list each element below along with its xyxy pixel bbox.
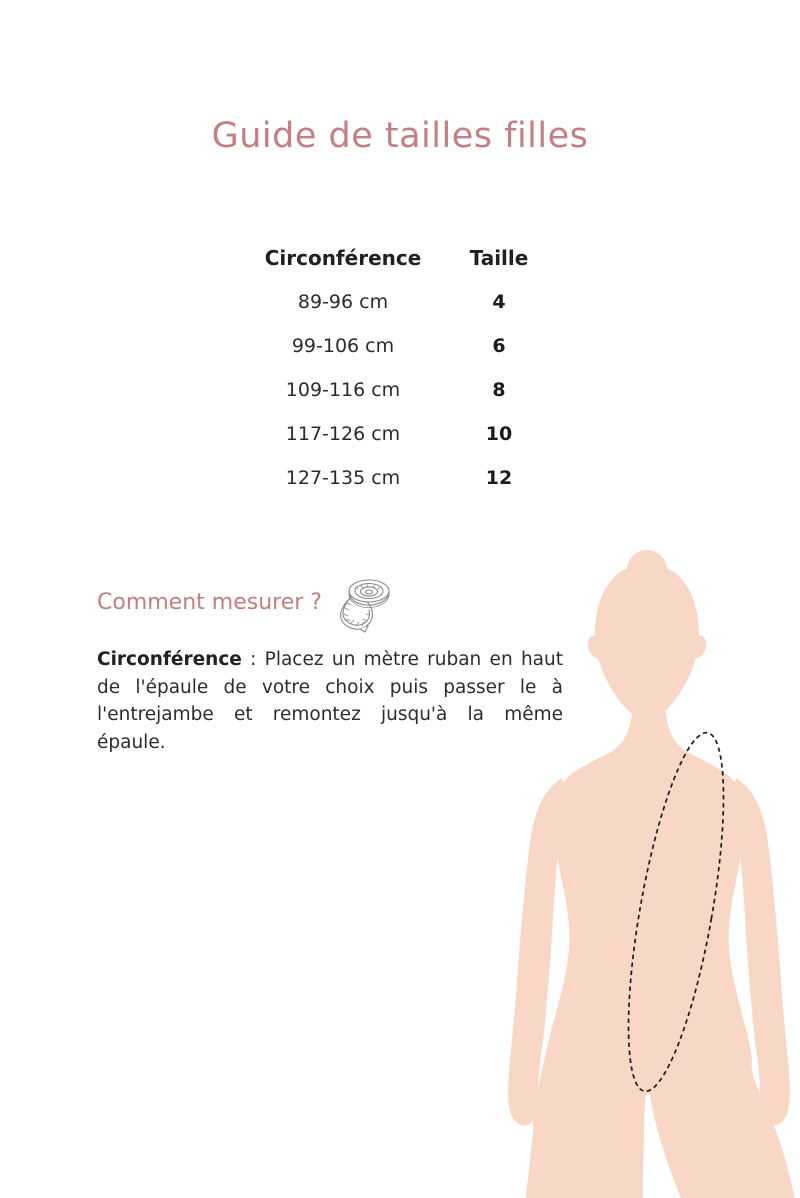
row-size: 10 [485, 423, 513, 445]
row-circumference: 127-135 cm [285, 467, 401, 489]
size-table-header [248, 246, 560, 270]
size-table [248, 246, 560, 500]
how-to-measure-heading: Comment mesurer ? [97, 590, 322, 615]
header-size: Taille [469, 246, 529, 270]
page-title: Guide de tailles filles [211, 116, 589, 156]
table-row [248, 412, 560, 456]
table-row [248, 368, 560, 412]
measure-instructions [97, 646, 563, 756]
header-circumference: Circonférence [264, 246, 422, 270]
row-size: 4 [492, 291, 506, 313]
row-size: 8 [492, 379, 506, 401]
row-circumference: 89-96 cm [297, 291, 389, 313]
female-body-silhouette [500, 548, 800, 1198]
instructions-text: : Placez un mètre ruban en haut de l'épaule de votre choix puis passer le à l'entrejambe et remontez jusqu'à la même épaule. [97, 649, 563, 753]
row-size: 12 [485, 467, 513, 489]
table-row [248, 280, 560, 324]
instructions-label: Circonférence [97, 649, 242, 670]
table-row [248, 456, 560, 500]
row-size: 6 [492, 335, 506, 357]
table-row [248, 324, 560, 368]
row-circumference: 117-126 cm [285, 423, 401, 445]
row-circumference: 109-116 cm [285, 379, 401, 401]
row-circumference: 99-106 cm [291, 335, 395, 357]
measuring-tape-icon [334, 577, 394, 633]
